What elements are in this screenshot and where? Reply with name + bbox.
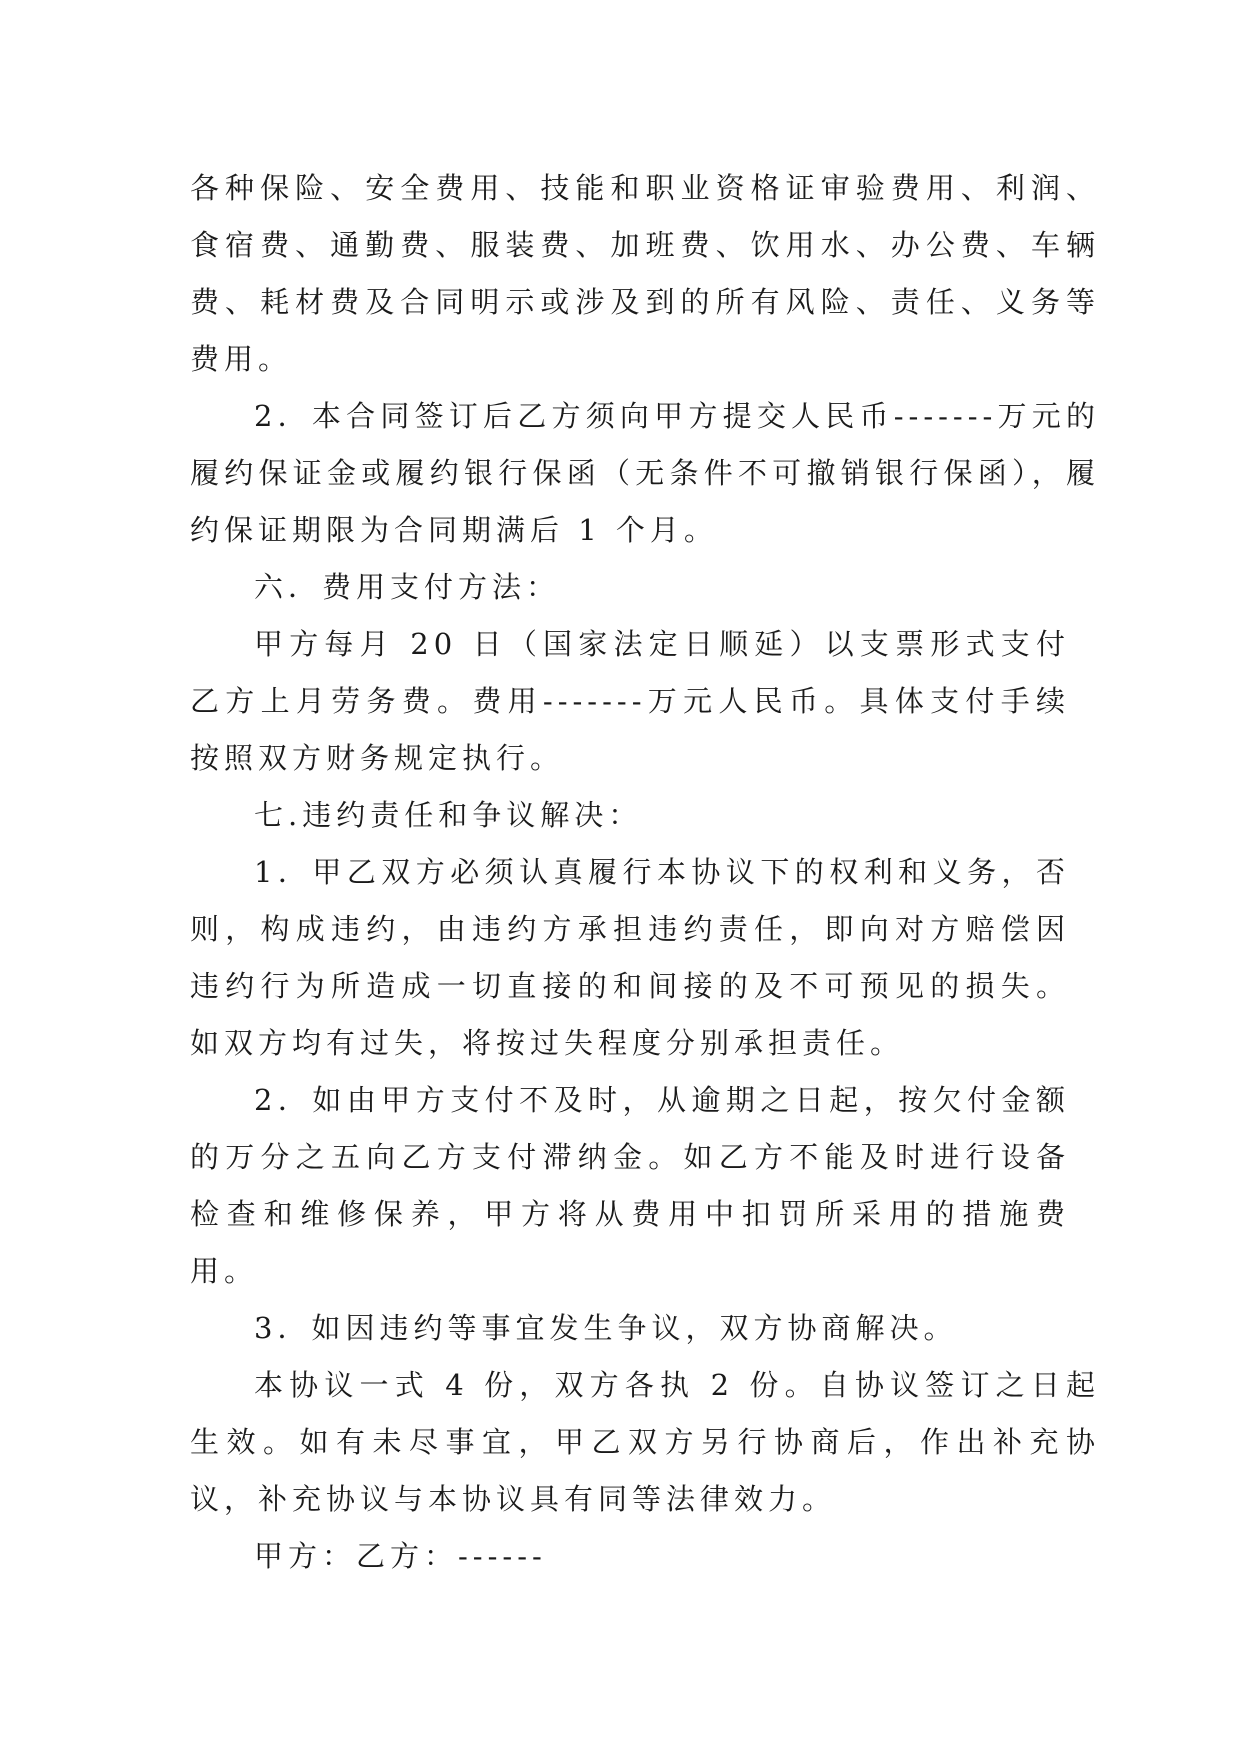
paragraph-copies-and-effect: 本协议一式 4 份，双方各执 2 份。自协议签订之日起生效。如有未尽事宜，甲乙双方另行协商后，作出补充协议，补充协议与本协议具有同等法律效力。: [190, 1368, 1100, 1516]
section-heading-payment-method: 六．费用支付方法：: [254, 570, 561, 604]
signature-line: 甲方：乙方：------: [254, 1539, 547, 1573]
paragraph-fee-items: 各种保险、安全费用、技能和职业资格证审验费用、利润、食宿费、通勤费、服装费、加班费、饮用水、办公费、车辆费、耗材费及合同明示或涉及到的所有风险、责任、义务等费用。: [190, 171, 1100, 376]
document-body: [190, 160, 1100, 1585]
section-heading-breach-and-disputes: 七.违约责任和争议解决：: [254, 798, 643, 832]
paragraph-dispute-resolution: 3．如因违约等事宜发生争议，双方协商解决。: [254, 1311, 958, 1345]
paragraph-payment-terms: 甲方每月 20 日（国家法定日顺延）以支票形式支付乙方上月劳务费。费用-------万元人民币。具体支付手续按照双方财务规定执行。: [190, 627, 1070, 775]
paragraph-breach-liability: 1．甲乙双方必须认真履行本协议下的权利和义务，否则，构成违约，由违约方承担违约责任，即向对方赔偿因违约行为所造成一切直接的和间接的及不可预见的损失。如双方均有过失，将按过失程度分别承担责任。: [190, 855, 1070, 1060]
paragraph-late-payment: 2．如由甲方支付不及时，从逾期之日起，按欠付金额的万分之五向乙方支付滞纳金。如乙方不能及时进行设备检查和维修保养，甲方将从费用中扣罚所采用的措施费用。: [190, 1083, 1070, 1288]
paragraph-performance-bond: 2．本合同签订后乙方须向甲方提交人民币-------万元的履约保证金或履约银行保函（无条件不可撤销银行保函），履约保证期限为合同期满后 1 个月。: [190, 399, 1100, 547]
